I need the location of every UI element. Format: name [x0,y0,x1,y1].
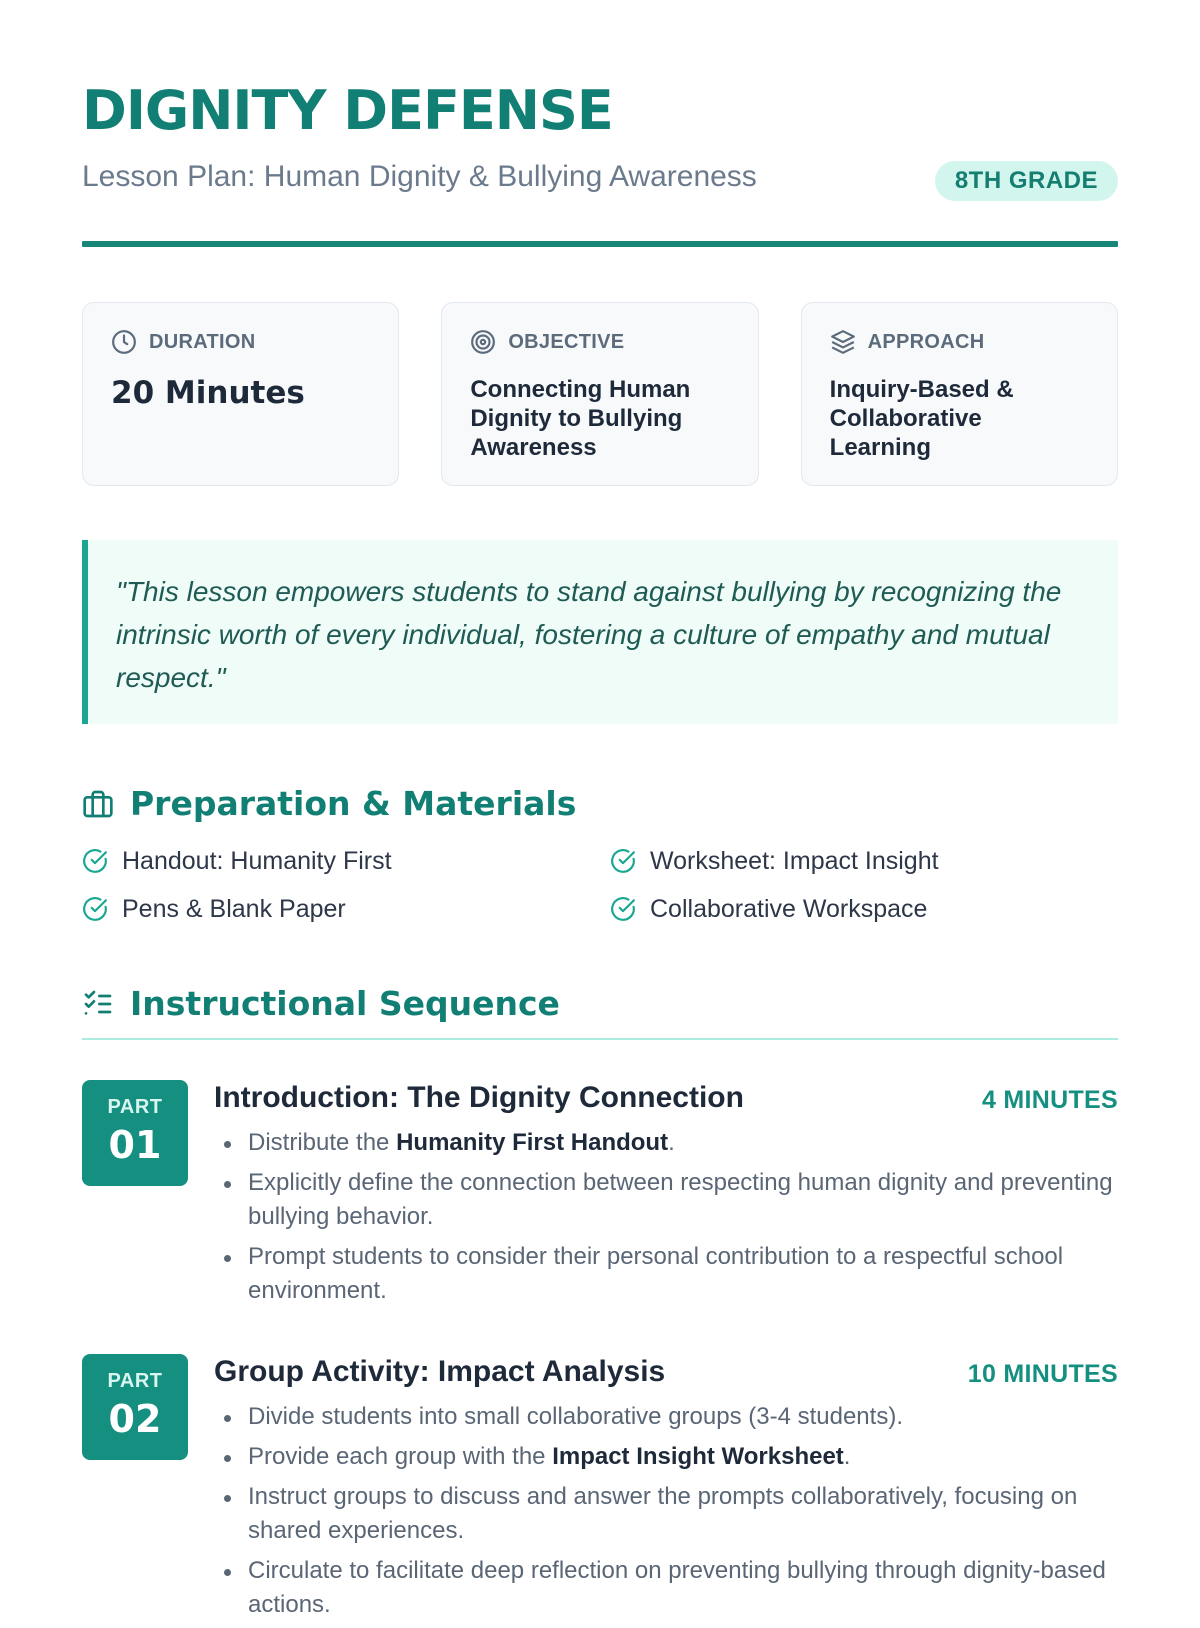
page-title: DIGNITY DEFENSE [82,79,613,142]
objective-label: OBJECTIVE [508,330,625,353]
part-badge [82,1354,188,1460]
part-duration: 4 MINUTES [981,1086,1118,1114]
layers-icon [830,329,856,355]
list-item: Circulate to facilitate deep reflection on preventing bullying through dignity-based actions. [214,1554,1118,1622]
part-badge [82,1080,188,1186]
material-label: Worksheet: Impact Insight [650,846,939,875]
part-duration: 10 MINUTES [967,1360,1118,1388]
material-item [610,894,1118,924]
part-steps [214,1126,1118,1308]
check-circle-icon [610,896,636,922]
approach-value: Inquiry-Based & Collaborative Learning [829,376,1014,461]
briefcase-icon [82,788,114,820]
target-icon [470,329,496,355]
list-item: Instruct groups to discuss and answer the prompts collaboratively, focusing on shared experiences. [214,1480,1118,1548]
materials-list [82,846,1118,924]
material-label: Handout: Humanity First [122,846,392,875]
material-item [82,846,610,876]
header-divider [82,241,1118,247]
material-label: Collaborative Workspace [650,894,928,923]
clock-icon [111,329,137,355]
material-label: Pens & Blank Paper [122,894,346,923]
grade-badge: 8TH GRADE [935,161,1118,201]
part-label: PART [107,1096,163,1118]
check-circle-icon [82,896,108,922]
page-subtitle: Lesson Plan: Human Dignity & Bullying Awareness [82,160,757,193]
info-cards [82,302,1118,486]
check-circle-icon [82,848,108,874]
part-title: Introduction: The Dignity Connection [214,1081,744,1114]
material-item [82,894,610,924]
approach-card [801,302,1118,486]
part-steps [214,1400,1118,1622]
lesson-quote [82,540,1118,724]
part-number: 01 [108,1123,162,1167]
objective-value: Connecting Human Dignity to Bullying Awareness [470,376,691,461]
sequence-heading: Instructional Sequence [130,984,560,1023]
sequence-divider [82,1038,1118,1040]
part-label: PART [107,1370,163,1392]
duration-value: 20 Minutes [111,375,305,411]
part-number: 02 [108,1397,162,1441]
quote-text: "This lesson empowers students to stand against bullying by recognizing the intrinsic worth of every individual, fostering a culture of empathy and mutual respect." [116,576,1062,693]
list-item: Provide each group with the Impact Insight Worksheet. [214,1440,1118,1474]
list-item: Divide students into small collaborative groups (3-4 students). [214,1400,1118,1434]
duration-card [82,302,399,486]
duration-label: DURATION [149,330,256,353]
checklist-icon [82,988,114,1020]
check-circle-icon [610,848,636,874]
sequence-section-header [82,984,560,1023]
part-title: Group Activity: Impact Analysis [214,1355,666,1388]
list-item: Prompt students to consider their personal contribution to a respectful school environment. [214,1240,1118,1308]
list-item: Explicitly define the connection between respecting human dignity and preventing bullying behavior. [214,1166,1118,1234]
material-item [610,846,1118,876]
objective-card [441,302,758,486]
approach-label: APPROACH [867,330,985,353]
materials-section-header [82,784,576,823]
list-item: Distribute the Humanity First Handout. [214,1126,1118,1160]
materials-heading: Preparation & Materials [130,784,577,823]
